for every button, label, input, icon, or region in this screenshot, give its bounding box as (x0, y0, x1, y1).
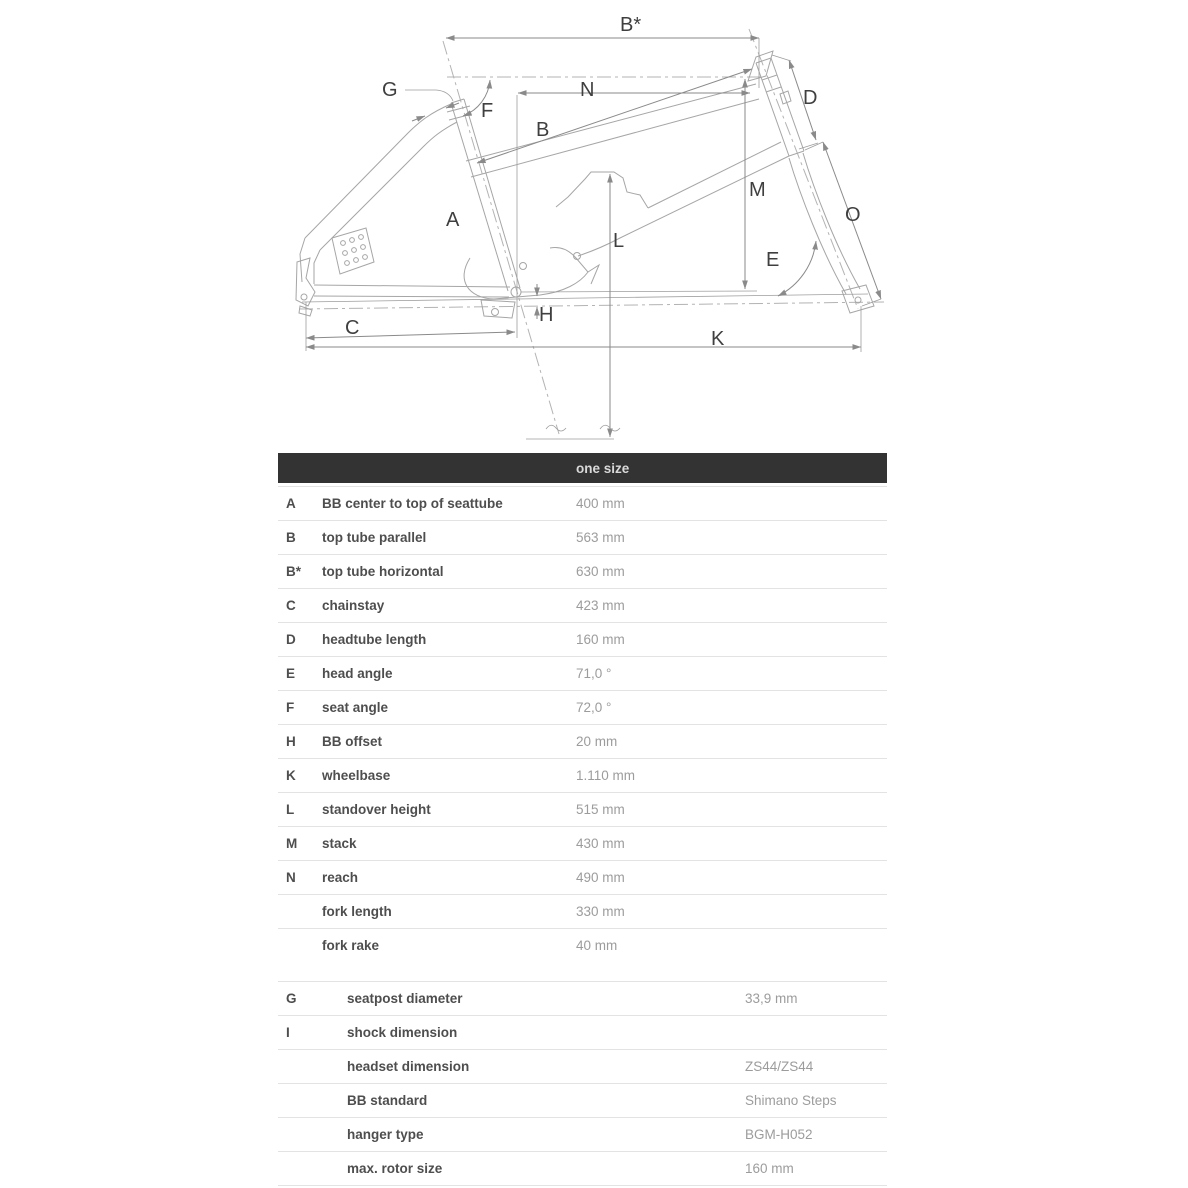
row-label: hanger type (347, 1127, 424, 1142)
row-label: standover height (322, 802, 431, 817)
dim-label-c: C (345, 317, 360, 339)
row-letter: B* (286, 564, 302, 579)
size-column-header-label: one size (576, 460, 630, 476)
battery-hump (556, 172, 648, 208)
row-value: 72,0 ° (576, 700, 612, 715)
row-value: Shimano Steps (745, 1093, 837, 1108)
table-row (278, 982, 887, 1016)
row-label: top tube horizontal (322, 564, 444, 579)
dim-label-k: K (711, 328, 725, 350)
chainstay (314, 285, 510, 287)
motor-cover (464, 247, 588, 299)
dim-label-e: E (766, 249, 780, 271)
dim-chainstay (306, 332, 515, 338)
dim-label-h: H (539, 304, 554, 326)
rear-dropout (296, 258, 315, 306)
break-symbol (546, 425, 566, 431)
table-row (278, 623, 887, 657)
dim-label-f: F (481, 100, 494, 122)
dimension-labels (345, 14, 861, 350)
row-letter: C (286, 598, 296, 613)
spec-tables (278, 453, 887, 1186)
row-letter: A (286, 496, 296, 511)
table-row (278, 1152, 887, 1186)
row-value: 160 mm (576, 632, 625, 647)
dim-label-b: B (536, 119, 550, 141)
row-label: fork length (322, 904, 392, 919)
table-row (278, 827, 887, 861)
row-value: 33,9 mm (745, 991, 798, 1006)
row-label: BB offset (322, 734, 382, 749)
row-label: stack (322, 836, 357, 851)
row-letter: N (286, 870, 296, 885)
table-row (278, 759, 887, 793)
table-row (278, 521, 887, 555)
table-row (278, 691, 887, 725)
table-row (278, 589, 887, 623)
row-letter: M (286, 836, 298, 851)
row-letter: B (286, 530, 296, 545)
row-value: 563 mm (576, 530, 625, 545)
ground-line (302, 294, 868, 302)
rear-tube (305, 104, 451, 238)
row-label: wheelbase (322, 768, 391, 783)
row-label: top tube parallel (322, 530, 427, 545)
row-label: BB center to top of seattube (322, 496, 503, 511)
row-label: headtube length (322, 632, 427, 647)
row-value: 330 mm (576, 904, 625, 919)
table-row (278, 929, 887, 962)
row-value: 1.110 mm (576, 768, 636, 783)
row-label: max. rotor size (347, 1161, 443, 1176)
row-letter: F (286, 700, 295, 715)
table-row (278, 487, 887, 521)
dim-label-l: L (613, 230, 625, 252)
table-row (278, 1118, 887, 1152)
row-label: fork rake (322, 938, 380, 953)
row-label: reach (322, 870, 359, 885)
fork (789, 158, 846, 294)
row-value: 40 mm (576, 938, 618, 953)
components-table (278, 981, 887, 1186)
row-label: seat angle (322, 700, 389, 715)
seat-tube (464, 99, 520, 288)
row-value: 630 mm (576, 564, 625, 579)
table-row (278, 555, 887, 589)
row-value: 430 mm (576, 836, 625, 851)
row-letter: E (286, 666, 296, 681)
dim-label-b-star: B* (620, 14, 642, 36)
geometry-table (278, 486, 887, 962)
table-row (278, 1016, 887, 1050)
table-row (278, 895, 887, 929)
dim-head-angle-arc (778, 241, 816, 296)
axle-line (299, 302, 884, 309)
dim-label-a: A (446, 209, 460, 231)
row-value: 71,0 ° (576, 666, 612, 681)
row-label: BB standard (347, 1093, 428, 1108)
dim-label-n: N (580, 79, 595, 101)
row-label: headset dimension (347, 1059, 470, 1074)
row-letter: K (286, 768, 296, 783)
bb-height-line (521, 291, 757, 292)
row-value: 423 mm (576, 598, 625, 613)
row-label: chainstay (322, 598, 385, 613)
row-value: 160 mm (745, 1161, 794, 1176)
table-row (278, 861, 887, 895)
dim-label-d: D (803, 87, 818, 109)
dim-label-m: M (749, 179, 766, 201)
row-value: 490 mm (576, 870, 625, 885)
table-row (278, 1084, 887, 1118)
bike-geometry-diagram (0, 0, 1188, 452)
perforated-plate (332, 228, 374, 274)
table-row (278, 1050, 887, 1084)
row-value: 515 mm (576, 802, 625, 817)
row-letter: D (286, 632, 296, 647)
dim-label-o: O (845, 204, 861, 226)
top-tube (466, 84, 756, 161)
size-column-header (278, 453, 887, 483)
row-value: BGM-H052 (745, 1127, 813, 1142)
dim-label-g: G (382, 79, 398, 101)
row-letter: L (286, 802, 295, 817)
row-letter: H (286, 734, 296, 749)
table-row (278, 725, 887, 759)
row-label: seatpost diameter (347, 991, 463, 1006)
row-value: ZS44/ZS44 (745, 1059, 814, 1074)
row-value: 20 mm (576, 734, 618, 749)
dim-top-tube-parallel (477, 69, 752, 163)
row-label: shock dimension (347, 1025, 458, 1040)
seatpost-leader-line (405, 90, 453, 101)
row-letter: I (286, 1025, 290, 1040)
row-value: 400 mm (576, 496, 625, 511)
table-row (278, 793, 887, 827)
row-letter: G (286, 991, 297, 1006)
row-label: head angle (322, 666, 393, 681)
table-row (278, 657, 887, 691)
